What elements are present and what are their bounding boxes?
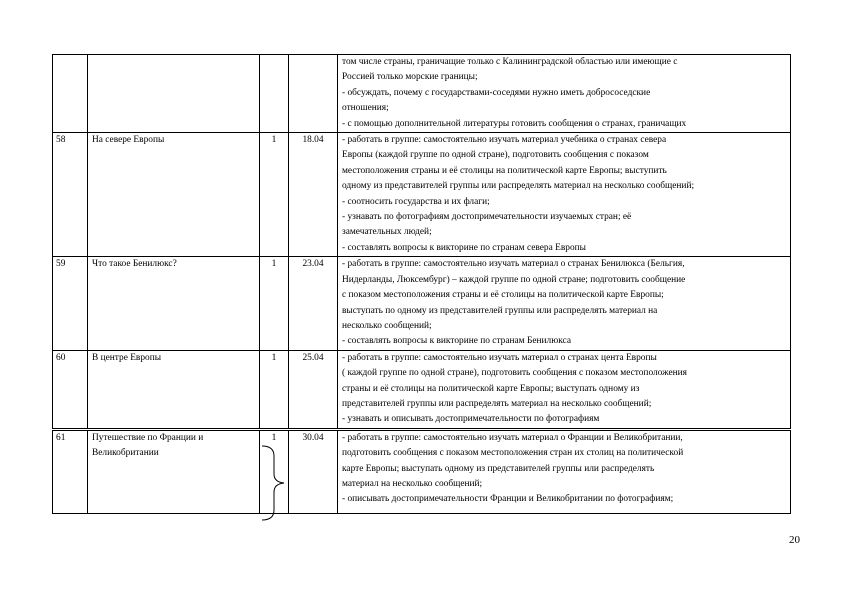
activity-line: - с помощью дополнительной литературы готовить сообщения о странах, граничащих: [342, 118, 687, 129]
lesson-topic-cell: [88, 55, 260, 133]
activity-line: Нидерланды, Люксембург) – каждой группе по одной стране; подготовить сообщение: [342, 274, 686, 285]
activity-line: - узнавать по фотографиям достопримечательности изучаемых стран; её: [342, 212, 632, 223]
activity-line: - составлять вопросы к викторине по странам севера Европы: [342, 242, 586, 253]
activity-line: - работать в группе: самостоятельно изучать материал о странах Бенилюкса (Бельгия,: [342, 259, 685, 270]
table-row: [53, 350, 791, 429]
activity-line: - составлять вопросы к викторине по странам Бенилюкса: [342, 336, 571, 347]
hours-cell: 1: [260, 257, 289, 350]
activity-line: представителей группы или распределять материал на несколько сообщений;: [342, 398, 652, 409]
activity-line: - описывать достопримечательности Франции и Великобритании по фотографиям;: [342, 494, 674, 505]
activity-line: отношения;: [342, 103, 389, 114]
table-row: [53, 429, 791, 513]
activity-line: - работать в группе: самостоятельно изучать материал учебника о странах севера: [342, 135, 667, 146]
thematic-plan-table: [52, 54, 791, 514]
lesson-number-cell: 58: [53, 133, 88, 257]
activity-line: - работать в группе: самостоятельно изучать материал о Франции и Великобритании,: [342, 432, 683, 443]
activity-line: том числе страны, граничащие только с Калининградской областью или имеющие с: [342, 57, 678, 67]
activity-line: несколько сообщений;: [342, 320, 432, 331]
lesson-number-cell: 61: [53, 429, 88, 513]
activity-line: - узнавать и описывать достопримечательности по фотографиям: [342, 414, 600, 425]
hours-cell: [260, 55, 289, 133]
activity-line: Россией только морские границы;: [342, 72, 478, 83]
lesson-number-cell: 59: [53, 257, 88, 350]
date-cell: 30.04: [289, 429, 338, 513]
lesson-number-cell: 60: [53, 350, 88, 429]
activity-line: - соотносить государства и их флаги;: [342, 196, 490, 207]
table-row: [53, 133, 791, 257]
lesson-topic-cell: Путешествие по Франции и Великобритании: [88, 429, 260, 513]
activity-line: выступать по одному из представителей группы или распределять материал на: [342, 305, 658, 316]
curly-brace-mark: [258, 444, 288, 522]
hours-cell: 1: [260, 350, 289, 429]
activity-line: материал на несколько сообщений;: [342, 478, 483, 489]
activities-cell: [338, 55, 791, 133]
page-number: 20: [789, 534, 800, 546]
activity-line: замечательных людей;: [342, 227, 432, 238]
lesson-topic-cell: В центре Европы: [88, 350, 260, 429]
hours-cell: 1: [260, 133, 289, 257]
activity-line: Европы (каждой группе по одной стране), подготовить сообщения с показом: [342, 150, 649, 161]
activity-line: страны и её столицы на политической карте Европы; выступать одному из: [342, 383, 640, 394]
lesson-number-cell: [53, 55, 88, 133]
activity-line: с показом местоположения страны и её столицы на политической карте Европы;: [342, 290, 664, 301]
date-cell: 18.04: [289, 133, 338, 257]
date-cell: 23.04: [289, 257, 338, 350]
lesson-topic-cell: Что такое Бенилюкс?: [88, 257, 260, 350]
table-row: [53, 257, 791, 350]
activity-line: местоположения страны и её столицы на политической карте Европы; выступить: [342, 165, 667, 176]
activity-line: одному из представителей группы или распределять материал на несколько сообщений;: [342, 181, 695, 192]
activity-line: ( каждой группе по одной стране), подготовить сообщения с показом местоположения: [342, 368, 687, 379]
activity-line: - обсуждать, почему с государствами-соседями нужно иметь добрососедские: [342, 87, 651, 98]
hours-cell: 1: [260, 429, 289, 513]
table-row: [53, 55, 791, 133]
activity-line: подготовить сообщения с показом местоположения стран их столиц на политической: [342, 448, 684, 459]
activities-cell: [338, 350, 791, 429]
activities-cell: [338, 133, 791, 257]
activities-cell: [338, 257, 791, 350]
lesson-topic-cell: На севере Европы: [88, 133, 260, 257]
activity-line: карте Европы; выступать одному из представителей группы или распределять: [342, 463, 655, 474]
activities-cell: [338, 429, 791, 513]
activity-line: - работать в группе: самостоятельно изучать материал о странах цента Европы: [342, 352, 657, 363]
date-cell: [289, 55, 338, 133]
date-cell: 25.04: [289, 350, 338, 429]
